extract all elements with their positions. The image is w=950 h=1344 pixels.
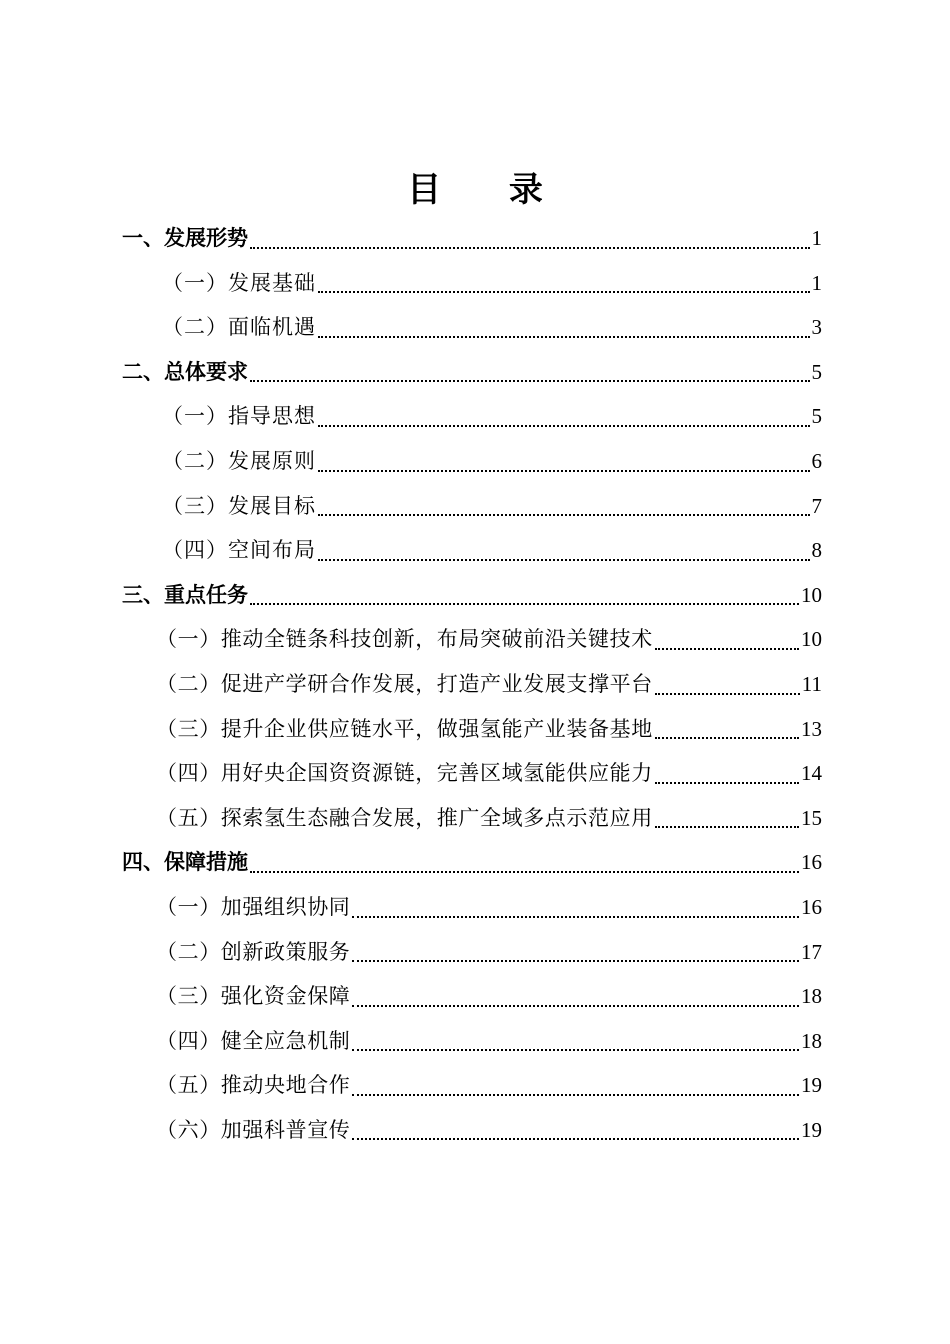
toc-entry-page: 15 <box>801 805 822 830</box>
dot-leader <box>352 930 799 975</box>
toc-entry[interactable] <box>122 394 822 439</box>
toc-entry[interactable] <box>122 305 822 350</box>
dot-leader <box>250 840 799 885</box>
toc-entry-label: （一）推动全链条科技创新，布局突破前沿关键技术 <box>156 627 653 652</box>
toc-entry-page: 1 <box>811 270 822 295</box>
table-of-contents <box>122 216 822 1152</box>
toc-entry-label: （四）健全应急机制 <box>156 1028 351 1053</box>
toc-entry-label: 三、重点任务 <box>122 582 248 607</box>
toc-entry-page: 17 <box>801 939 822 964</box>
dot-leader <box>655 796 799 841</box>
toc-entry-page: 19 <box>801 1073 822 1098</box>
toc-entry[interactable] <box>122 573 822 618</box>
toc-entry[interactable] <box>122 1063 822 1108</box>
toc-entry-page: 10 <box>801 582 822 607</box>
toc-entry-label: （二）面临机遇 <box>162 315 316 340</box>
toc-entry[interactable] <box>122 216 822 261</box>
toc-entry-label: 一、发展形势 <box>122 226 248 250</box>
dot-leader <box>352 1063 799 1108</box>
dot-leader <box>352 1019 799 1064</box>
dot-leader <box>655 751 799 796</box>
toc-entry[interactable] <box>122 1019 822 1064</box>
toc-entry-page: 18 <box>801 1028 822 1053</box>
toc-entry[interactable] <box>122 439 822 484</box>
toc-entry[interactable] <box>122 662 822 707</box>
toc-entry-label: （五）探索氢生态融合发展，推广全域多点示范应用 <box>156 805 653 830</box>
toc-entry[interactable] <box>122 484 822 529</box>
toc-entry-page: 16 <box>801 894 822 919</box>
dot-leader <box>250 350 810 395</box>
toc-entry-label: （三）强化资金保障 <box>156 984 351 1009</box>
toc-entry[interactable] <box>122 528 822 573</box>
dot-leader <box>318 305 810 350</box>
toc-entry-label: （二）发展原则 <box>162 448 316 473</box>
toc-entry-label: （一）发展基础 <box>162 270 316 295</box>
dot-leader <box>655 707 799 752</box>
dot-leader <box>318 528 810 573</box>
dot-leader <box>318 439 810 484</box>
dot-leader <box>352 885 799 930</box>
toc-entry-label: 四、保障措施 <box>122 850 248 875</box>
toc-entry-page: 14 <box>801 761 822 786</box>
toc-entry[interactable] <box>122 751 822 796</box>
toc-entry-page: 6 <box>811 448 822 473</box>
toc-entry-label: （一）加强组织协同 <box>156 894 351 919</box>
toc-entry-page: 7 <box>811 493 822 518</box>
toc-entry[interactable] <box>122 930 822 975</box>
toc-entry-page: 5 <box>811 359 822 384</box>
toc-entry-label: （五）推动央地合作 <box>156 1073 351 1098</box>
toc-entry-label: （一）指导思想 <box>162 404 316 429</box>
toc-entry[interactable] <box>122 974 822 1019</box>
dot-leader <box>655 662 800 707</box>
toc-title: 目 录 <box>407 170 571 210</box>
toc-entry-page: 11 <box>801 671 822 696</box>
dot-leader <box>250 216 810 261</box>
dot-leader <box>352 974 799 1019</box>
toc-entry[interactable] <box>122 796 822 841</box>
dot-leader <box>655 617 799 662</box>
toc-entry-page: 1 <box>811 226 822 250</box>
toc-entry[interactable] <box>122 261 822 306</box>
toc-entry-page: 10 <box>801 627 822 652</box>
toc-entry-page: 8 <box>811 538 822 563</box>
toc-entry[interactable] <box>122 885 822 930</box>
toc-entry-label: （四）空间布局 <box>162 538 316 563</box>
toc-entry[interactable] <box>122 1108 822 1153</box>
toc-entry-label: （二）促进产学研合作发展，打造产业发展支撑平台 <box>156 671 653 696</box>
toc-entry[interactable] <box>122 350 822 395</box>
toc-entry-page: 5 <box>811 404 822 429</box>
toc-entry-label: （四）用好央企国资资源链，完善区域氢能供应能力 <box>156 761 653 786</box>
toc-entry-page: 18 <box>801 984 822 1009</box>
toc-entry-label: （三）发展目标 <box>162 493 316 518</box>
dot-leader <box>318 394 810 439</box>
toc-entry-label: 二、总体要求 <box>122 359 248 384</box>
toc-entry-label: （六）加强科普宣传 <box>156 1117 351 1142</box>
toc-entry-page: 19 <box>801 1117 822 1142</box>
dot-leader <box>318 484 810 529</box>
toc-entry-page: 16 <box>801 850 822 875</box>
toc-entry-label: （二）创新政策服务 <box>156 939 351 964</box>
dot-leader <box>318 261 810 306</box>
toc-entry[interactable] <box>122 840 822 885</box>
toc-entry[interactable] <box>122 617 822 662</box>
dot-leader <box>250 573 799 618</box>
toc-entry[interactable] <box>122 707 822 752</box>
dot-leader <box>352 1108 799 1153</box>
toc-entry-page: 13 <box>801 716 822 741</box>
toc-entry-page: 3 <box>811 315 822 340</box>
toc-entry-label: （三）提升企业供应链水平，做强氢能产业装备基地 <box>156 716 653 741</box>
